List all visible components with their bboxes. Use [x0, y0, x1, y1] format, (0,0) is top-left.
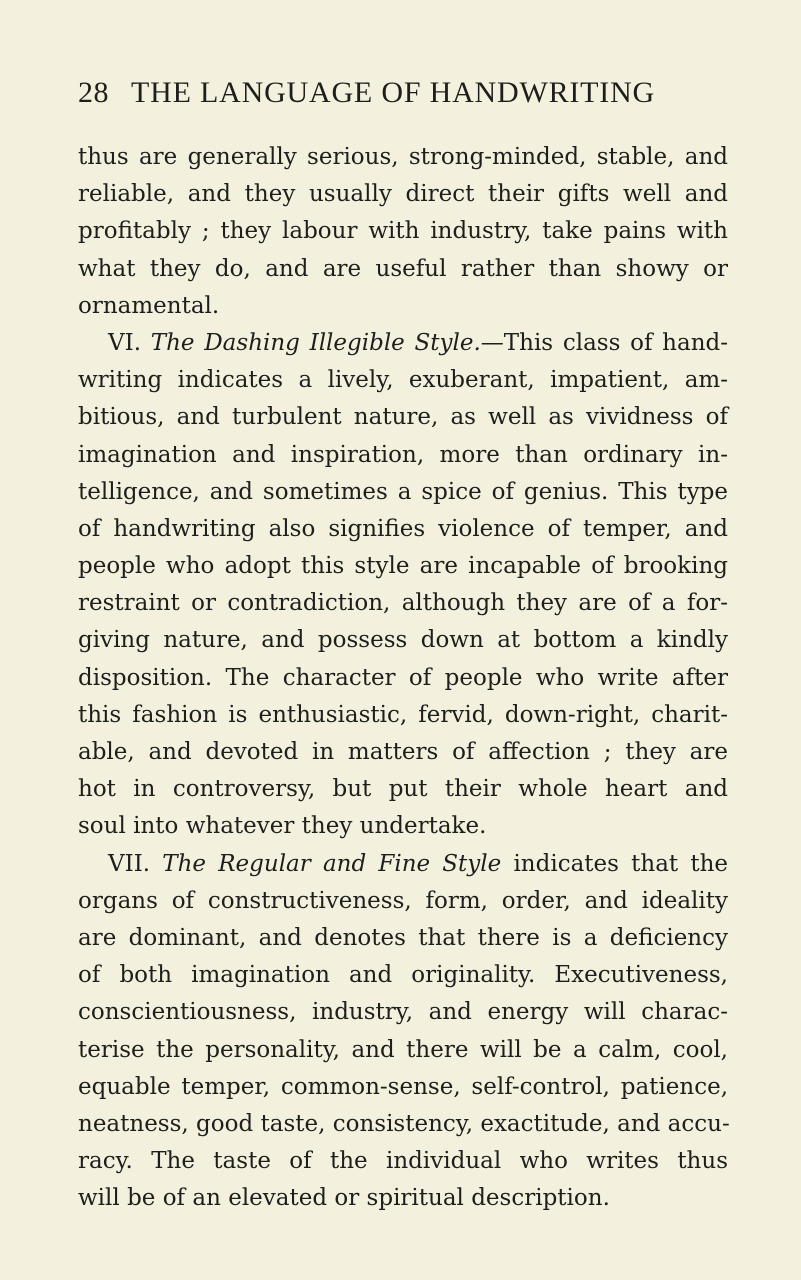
- section-heading-line: [78, 325, 728, 362]
- section-numeral: VII.: [108, 850, 151, 877]
- page-number: 28: [78, 76, 109, 109]
- text-line: telligence, and sometimes a spice of genius. This type: [78, 478, 728, 505]
- text-line: organs of constructiveness, form, order, and ideality: [78, 887, 728, 914]
- section-title: The Dashing Illegible Style.: [150, 329, 481, 356]
- section-text: indicates that the: [513, 850, 728, 877]
- text-line: terise the personality, and there will be a calm, cool,: [78, 1036, 728, 1063]
- text-line: this fashion is enthusiastic, fervid, down-right, charit-: [78, 701, 728, 728]
- text-line: profitably ; they labour with industry, take pains with: [78, 218, 728, 245]
- text-line: will be of an elevated or spiritual description.: [78, 1185, 610, 1212]
- text-line: of both imagination and originality. Executiveness,: [78, 962, 728, 989]
- text-line: bitious, and turbulent nature, as well as vividness of: [78, 404, 728, 431]
- text-line: racy. The taste of the individual who writes thus: [78, 1148, 728, 1175]
- running-head: [78, 76, 728, 116]
- text-line: hot in controversy, but put their whole heart and: [78, 776, 728, 803]
- text-line: neatness, good taste, consistency, exactitude, and accu-: [78, 1110, 730, 1137]
- text-line: ornamental.: [78, 292, 220, 319]
- text-line: writing indicates a lively, exuberant, impatient, am-: [78, 367, 728, 394]
- text-line: of handwriting also signifies violence of temper, and: [78, 515, 728, 542]
- text-line: equable temper, common-sense, self-control, patience,: [78, 1073, 728, 1100]
- running-title: THE LANGUAGE OF HANDWRITING: [131, 76, 656, 109]
- text-line: restraint or contradiction, although they are of a for-: [78, 590, 728, 617]
- text-line: giving nature, and possess down at bottom a kindly: [78, 627, 728, 654]
- text-line: people who adopt this style are incapable of brooking: [78, 553, 728, 580]
- body-text: [78, 139, 728, 1217]
- text-line: thus are generally serious, strong-minded, stable, and: [78, 144, 728, 170]
- text-line: are dominant, and denotes that there is a deficiency: [78, 924, 728, 951]
- section-heading-line: [78, 846, 728, 883]
- text-line: imagination and inspiration, more than ordinary in-: [78, 441, 728, 468]
- text-line: disposition. The character of people who write after: [78, 664, 728, 691]
- text-line: what they do, and are useful rather than showy or: [78, 255, 728, 282]
- section-title: The Regular and Fine Style: [162, 850, 502, 877]
- text-line: able, and devoted in matters of affection ; they are: [78, 739, 728, 765]
- text-line: soul into whatever they undertake.: [78, 813, 487, 840]
- section-text: —This class of hand-: [480, 329, 729, 356]
- text-line: conscientiousness, industry, and energy will charac-: [78, 999, 728, 1026]
- text-line: reliable, and they usually direct their gifts well and: [78, 181, 728, 208]
- section-numeral: VI.: [108, 329, 142, 356]
